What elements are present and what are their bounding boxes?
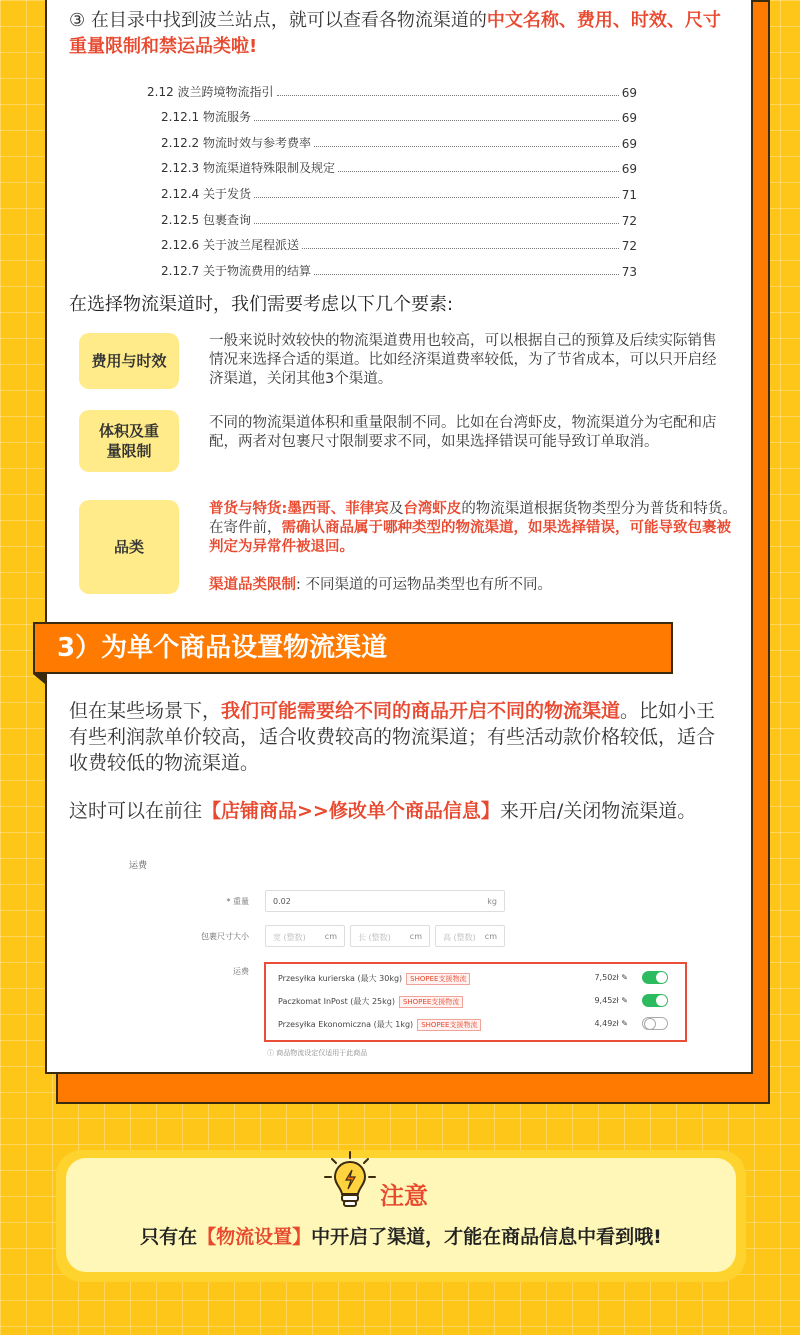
toc-row [147,228,637,254]
channel-row [278,1014,678,1034]
section3-paragraph-2 [69,798,729,824]
channel-row [278,991,678,1011]
plain-text: 来开启/关闭物流渠道。 [499,800,697,822]
toc-row [147,202,637,228]
content-card [45,0,753,1074]
toc-num: 2.12.4 [161,186,200,201]
plain-text: 这时可以在前往 [69,800,203,822]
red-text: 需确认商品属于哪种类型的物流渠道，如果选择错误，可能导致包裹被判定为异常件被退回。 [209,520,731,555]
intro-highlight: 中文名称、费用、时效、尺寸重量限制和禁运品类啦! [69,10,721,57]
size-unit: cm [324,932,337,941]
toc-leader [314,274,619,275]
channel-price[interactable]: 9,45zł ✎ [594,996,628,1005]
weight-unit: kg [487,897,497,906]
toc-page: 69 [621,85,637,100]
package-size-label: 包裹尺寸大小 [201,932,249,941]
toc-row [147,253,637,279]
factor-badge-category: 品类 [79,500,179,594]
toc-label: 关于发货 [203,186,252,201]
toc-label: 波兰跨境物流指引 [177,84,274,99]
table-of-contents [147,74,637,279]
toc-num: 2.12.7 [161,263,200,278]
channel-price[interactable]: 7,50zł ✎ [594,973,628,982]
toc-row [147,151,637,177]
toc-label: 物流渠道特殊限制及规定 [203,161,336,176]
plain-text: : 不同渠道的可运物品类型也有所不同。 [296,577,552,593]
plain-text: 及 [388,501,404,517]
toc-label: 包裹查询 [203,212,252,227]
intro-text [69,8,729,60]
red-text: 【店铺商品>>修改单个商品信息】 [202,800,500,822]
factor-text-cost: 一般来说时效较快的物流渠道费用也较高，可以根据自己的预算及后续实际销售情况来选择合适的渠道。比如经济渠道费率较低，为了节省成本，可以只开启经济渠道，关闭其他3个渠道。 [209,333,717,387]
toc-label: 关于物流费用的结算 [203,263,312,278]
width-placeholder: 宽 (整数) [273,933,306,942]
channel-note: ⓘ 商品物流设定仅适用于此商品 [267,1049,368,1057]
channel-name: Paczkomat InPost (最大 25kg) [278,997,395,1006]
channel-list-highlight [264,962,687,1042]
factor-badge-cost: 费用与时效 [79,333,179,389]
toc-row [147,100,637,126]
notice-text [66,1222,736,1249]
toc-page: 69 [621,162,637,177]
channel-name: Przesyłka Ekonomiczna (最大 1kg) [278,1020,414,1029]
toc-page: 73 [621,264,637,279]
red-text: 普货与特货: [209,501,288,517]
toc-label: 物流时效与参考费率 [203,135,312,150]
section3-title: 3）为单个商品设置物流渠道 [33,622,673,674]
factor-text-size: 不同的物流渠道体积和重量限制不同。比如在台湾虾皮，物流渠道分为宅配和店配，两者对包裹尺寸限制要求不同，如果选择错误可能导致订单取消。 [209,415,717,450]
channel-tag: SHOPEE支援物流 [399,996,463,1008]
toc-page: 69 [621,111,637,126]
toc-page: 69 [621,136,637,151]
channel-toggle-off[interactable] [642,1017,668,1030]
red-text: 墨西哥、菲律宾 [287,501,389,517]
toc-page: 71 [621,187,637,202]
toc-label: 物流服务 [203,110,252,125]
shipping-fee-label: 运费 [233,967,249,976]
toc-leader [254,223,619,224]
weight-input[interactable] [265,890,505,912]
intro-prefix: ③ 在目录中找到波兰站点，就可以查看各物流渠道的 [69,10,487,31]
channel-tag: SHOPEE支援物流 [406,973,470,985]
toc-num: 2.12.5 [161,212,200,227]
size-unit: cm [409,932,422,941]
banner-fold [33,674,45,684]
toc-num: 2.12.1 [161,110,200,125]
toc-leader [277,95,619,96]
shipping-section-title: 运费 [129,861,148,871]
factor-badge-size: 体积及重量限制 [79,410,179,472]
channel-tag: SHOPEE支援物流 [417,1019,481,1031]
shipping-settings-screenshot [117,850,717,1065]
toc-num: 2.12.3 [161,161,200,176]
toc-leader [302,248,619,249]
toc-leader [254,197,619,198]
toc-leader [338,171,619,172]
factor-text-category-2 [209,576,739,595]
lightbulb-icon [322,1150,378,1212]
length-input[interactable] [350,925,430,947]
notice-title: 注意 [380,1182,428,1210]
channel-toggle-on[interactable] [642,994,668,1007]
toc-leader [314,146,619,147]
toc-label: 关于波兰尾程派送 [203,238,300,253]
toc-page: 72 [621,239,637,254]
red-text: 我们可能需要给不同的商品开启不同的物流渠道 [221,700,621,722]
toc-num: 2.12.6 [161,238,200,253]
plain-text: 。比如小王有些利润款单价较高，适合收费较高的物流渠道；有些活动款价格较低，适合收费较低的物流渠道。 [69,700,716,774]
toc-leader [254,120,619,121]
toc-page: 72 [621,213,637,228]
red-text: 【物流设置】 [197,1226,312,1248]
channel-toggle-on[interactable] [642,971,668,984]
plain-text: 但在某些场景下， [69,700,222,722]
plain-text: 中开启了渠道，才能在商品信息中看到哦! [311,1226,662,1248]
size-unit: cm [484,932,497,941]
weight-value: 0.02 [273,897,291,906]
toc-row [147,74,637,100]
red-text: 台湾虾皮 [403,501,462,517]
consider-heading: 在选择物流渠道时，我们需要考虑以下几个要素: [69,294,454,315]
toc-num: 2.12 [147,84,174,99]
width-input[interactable] [265,925,345,947]
toc-num: 2.12.2 [161,135,200,150]
red-text: 渠道品类限制 [209,577,296,593]
height-placeholder: 高 (整数) [443,933,476,942]
plain-text: 只有在 [140,1226,198,1248]
length-placeholder: 长 (整数) [358,933,391,942]
channel-price[interactable]: 4,49zł ✎ [594,1019,628,1028]
weight-label: * 重量 [226,897,249,906]
height-input[interactable] [435,925,505,947]
plain-text: 的物流渠道根据货物类型分为普货和特货。在寄件前， [209,501,737,536]
channel-row [278,968,678,988]
factor-text-category-1 [209,500,739,557]
toc-row [147,176,637,202]
toc-row [147,125,637,151]
section3-paragraph-1 [69,698,729,776]
channel-name: Przesyłka kurierska (最大 30kg) [278,974,403,983]
